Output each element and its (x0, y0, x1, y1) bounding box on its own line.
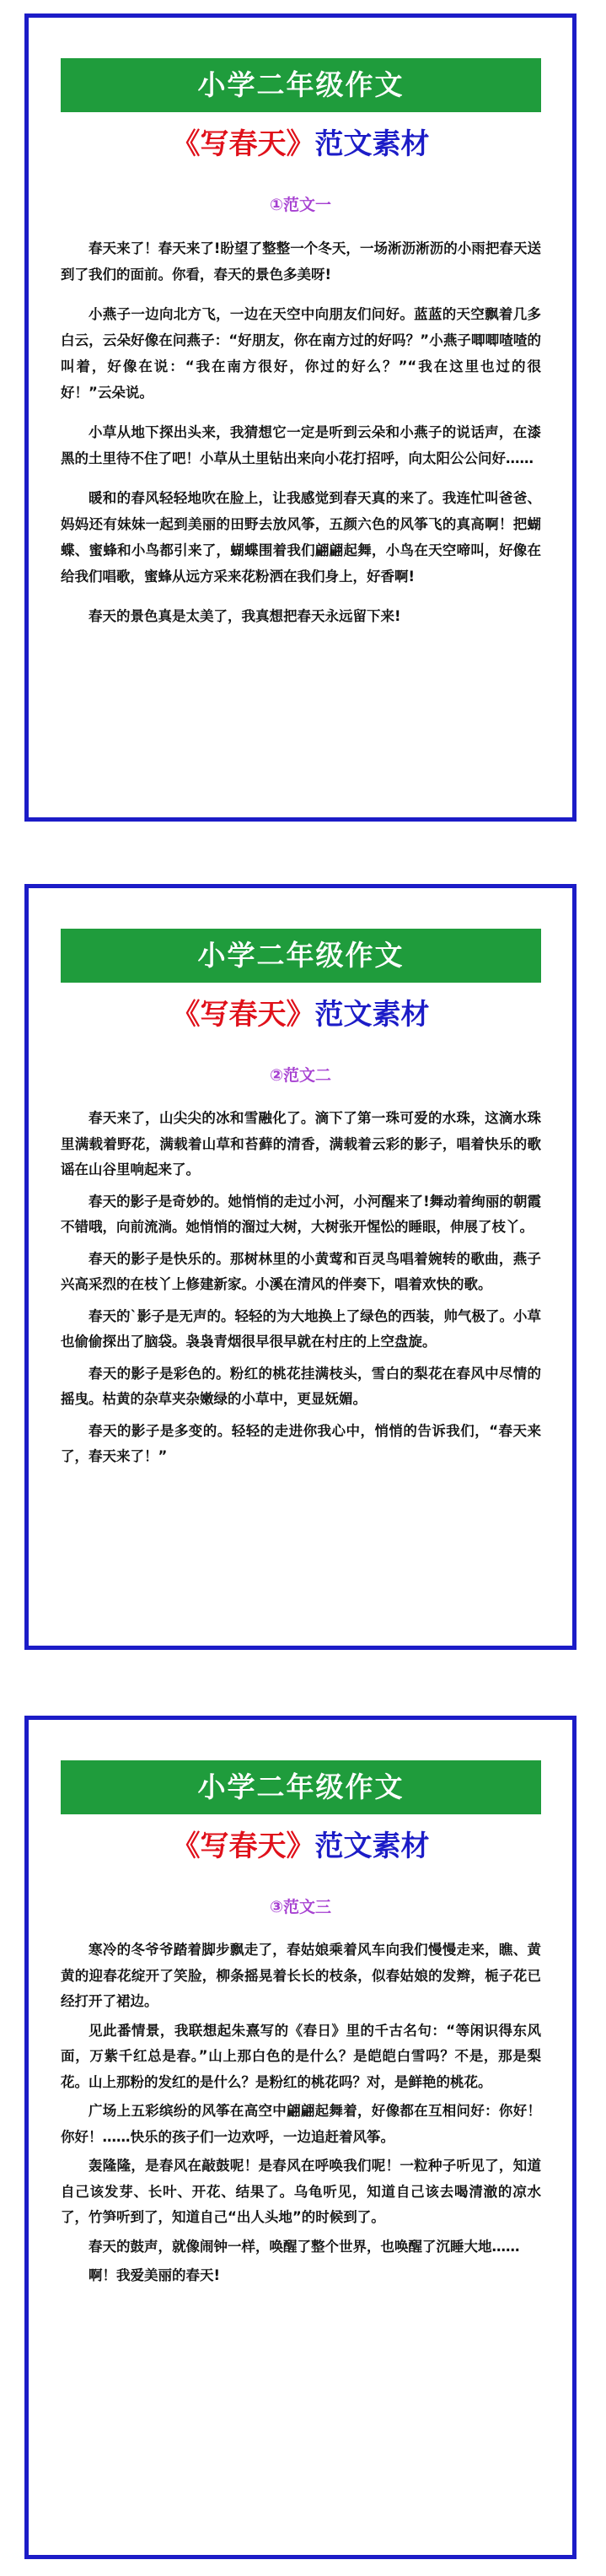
subtitle-book-title: 《写春天》 (171, 127, 315, 161)
essay-content (61, 235, 541, 643)
subtitle-material: 范文素材 (314, 127, 430, 161)
essay-paragraph: 广场上五彩缤纷的风筝在高空中翩翩起舞着，好像都在互相问好：你好！你好！……快乐的孩子们一边欢呼，一边追赶着风筝。 (61, 2103, 541, 2145)
essay-paragraph: 暖和的春风轻轻地吹在脸上，让我感觉到春天真的来了。我连忙叫爸爸、妈妈还有妹妹一起到美丽的田野去放风筝，五颜六色的风筝飞的真高啊！把蝴蝶、蜜蜂和小鸟都引来了，蝴蝶围着我们翩翩起舞，小鸟在天空啼叫，好像在给我们唱歌，蜜蜂从远方采来花粉洒在我们身上，好香啊! (61, 490, 541, 585)
essay-paragraph: 春天来了！春天来了!盼望了整整一个冬天，一场淅沥淅沥的小雨把春天送到了我们的面前。你看，春天的景色多美呀! (61, 240, 541, 283)
banner-title: 小学二年级作文 (61, 1760, 541, 1814)
banner-title: 小学二年级作文 (61, 58, 541, 112)
essay-paragraph: 轰隆隆，是春风在敲鼓呢！是春风在呼唤我们呢！一粒种子听见了，知道自己该发芽、长叶、开花、结果了。乌龟听见，知道自己该去喝清澈的凉水了，竹笋听到了，知道自己“出人头地”的时候到了。 (61, 2158, 541, 2225)
subtitle-material: 范文素材 (314, 998, 430, 1032)
subtitle (29, 1828, 572, 1865)
essay-paragraph: 小燕子一边向北方飞，一边在天空中向朋友们问好。蓝蓝的天空飘着几多白云，云朵好像在问燕子：“好朋友，你在南方过的好吗？”小燕子唧唧喳喳的叫着，好像在说：“我在南方很好，你过的好么？”“我在这里也过的很好！”云朵说。 (61, 306, 541, 401)
essay-card-2 (24, 884, 577, 1650)
essay-paragraph: 寒冷的冬爷爷踏着脚步飘走了，春姑娘乘着风车向我们慢慢走来，瞧、黄黄的迎春花绽开了笑脸，柳条摇晃着长长的枝条，似春姑娘的发辫，栀子花已经打开了裙边。 (61, 1942, 541, 2009)
essay-label: ③范文三 (269, 1898, 332, 1916)
essay-paragraph: 春天的影子是奇妙的。她悄悄的走过小河，小河醒来了!舞动着绚丽的朝霞不错哦，向前流淌。她悄悄的溜过大树，大树张开惺忪的睡眼，伸展了枝丫。 (61, 1193, 541, 1235)
essay-card-1 (24, 13, 577, 822)
essay-paragraph: 见此番情景，我联想起朱熹写的《春日》里的千古名句：“等闲识得东风面，万紫千红总是春。”山上那白色的是什么？是皑皑白雪吗？不是，那是梨花。山上那粉的发红的是什么？是粉红的桃花吗？对，是鲜艳的桃花。 (61, 2022, 541, 2090)
essay-card-3 (24, 1716, 577, 2559)
essay-paragraph: 春天的景色真是太美了，我真想把春天永远留下来! (88, 608, 401, 624)
subtitle (29, 126, 572, 163)
essay-paragraph: 春天的影子是彩色的。粉红的桃花挂满枝头，雪白的梨花在春风中尽情的摇曳。枯黄的杂草夹杂嫩绿的小草中，更显妩媚。 (61, 1365, 541, 1407)
subtitle (29, 996, 572, 1033)
essay-paragraph: 春天来了，山尖尖的冰和雪融化了。滴下了第一珠可爱的水珠，这滴水珠里满载着野花，满载着山草和苔藓的清香，满载着云彩的影子，唱着快乐的歌谣在山谷里响起来了。 (61, 1110, 541, 1178)
essay-paragraph: 小草从地下探出头来，我猜想它一定是听到云朵和小燕子的说话声，在漆黑的土里待不住了吧！小草从土里钻出来向小花打招呼，向太阳公公问好…… (61, 424, 541, 466)
subtitle-book-title: 《写春天》 (171, 1830, 315, 1863)
essay-paragraph: 啊！我爱美丽的春天! (88, 2267, 221, 2283)
subtitle-material: 范文素材 (314, 1830, 430, 1863)
essay-label: ②范文二 (269, 1066, 332, 1085)
essay-paragraph: 春天的影子是快乐的。那树林里的小黄莺和百灵鸟唱着婉转的歌曲，燕子兴高采烈的在枝丫上修建新家。小溪在清风的伴奏下，唱着欢快的歌。 (61, 1250, 541, 1292)
essay-paragraph: 春天的鼓声，就像闹钟一样，唤醒了整个世界，也唤醒了沉睡大地…… (88, 2238, 520, 2255)
essay-content (61, 1937, 541, 2293)
essay-paragraph: 春天的影子是多变的。轻轻的走进你我心中，悄悄的告诉我们，“春天来了，春天来了！” (61, 1422, 541, 1464)
subtitle-book-title: 《写春天》 (171, 998, 315, 1032)
essay-paragraph: 春天的`影子是无声的。轻轻的为大地换上了绿色的西装，帅气极了。小草也偷偷探出了脑袋。袅袅青烟很早很早就在村庄的上空盘旋。 (61, 1307, 541, 1350)
essay-content (61, 1106, 541, 1476)
banner-title: 小学二年级作文 (61, 929, 541, 983)
essay-label: ①范文一 (269, 196, 332, 214)
